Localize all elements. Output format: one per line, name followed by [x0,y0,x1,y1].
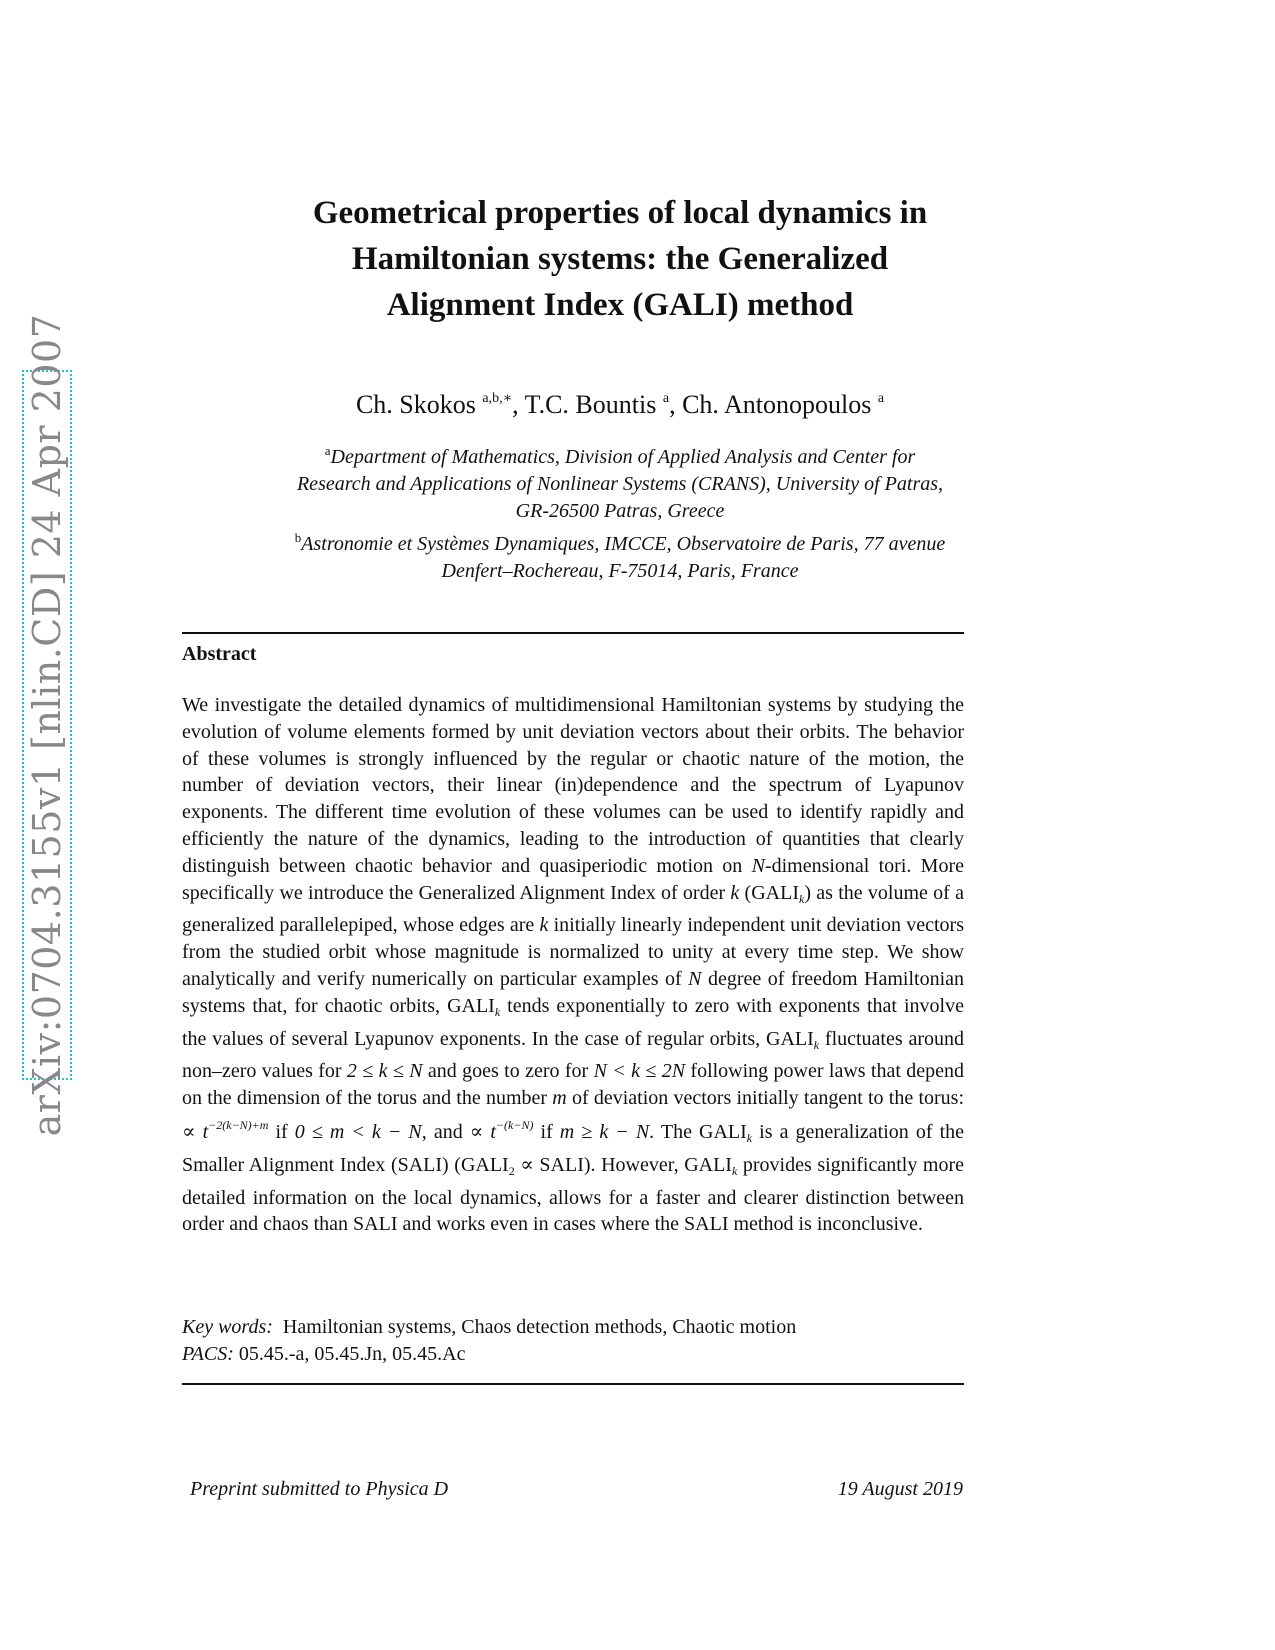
author-affiliation-marks: a [877,391,885,406]
paper-title [190,190,1050,328]
title-line: Hamiltonian systems: the Generalized [351,241,889,277]
affiliation-line: Astronomie et Systèmes Dynamiques, IMCCE, Observatoire de Paris, 77 avenue [301,533,946,555]
pacs-label: PACS: [182,1343,234,1365]
affiliation-line: GR-26500 Patras, Greece [515,500,725,522]
affiliation-b [185,524,1055,585]
author-list: Ch. Skokos $^{a,b,∗}$, T.C. Bountis $^a$, Ch. Antonopoulos $^a$ [355,390,885,419]
affiliation-a [185,437,1055,525]
author-affiliation-marks: a [662,391,670,406]
keywords-label: Key words: [182,1316,273,1338]
arxiv-stamp [22,313,72,1137]
author-name: T.C. Bountis [524,390,657,419]
preprint-note: Preprint submitted to Physica D [190,1478,449,1500]
author-name: Ch. Skokos [355,390,476,419]
title-line: Alignment Index (GALI) method [386,287,854,323]
affiliation-mark: b [294,530,302,545]
abstract-heading: Abstract [182,643,257,665]
affiliation-mark: a [324,443,331,458]
affiliation-line: Research and Applications of Nonlinear Systems (CRANS), University of Patras, [296,473,944,495]
preprint-date: 19 August 2019 [837,1478,963,1500]
title-line: Geometrical properties of local dynamics in [312,195,928,231]
abstract-top-rule [182,632,964,634]
keywords-value: Hamiltonian systems, Chaos detection methods, Chaotic motion [282,1316,797,1338]
author-name: Ch. Antonopoulos [682,390,872,419]
author-affiliation-marks: a,b,∗ [482,391,513,406]
keywords-block [182,1314,964,1368]
arxiv-identifier: arXiv:0704.3155v1 [nlin.CD] 24 Apr 2007 [25,313,69,1137]
abstract-body: We investigate the detailed dynamics of multidimensional Hamiltonian systems by studying the evolution of volume elements formed by unit deviation vectors about their orbits. The behavior of these volumes is strongly influenced by the regular or chaotic nature of the motion, the number of deviation vectors, their linear (in)dependence and the spectrum of Lyapunov exponents. The different time evolution of these volumes can be used to identify rapidly and efficiently the nature of the dynamics, leading to the introduction of quantities that clearly distinguish between chaotic behavior and quasiperiodic motion on N-dimensional tori. More specifically we introduce the Generalized Alignment Index of order k $(GALI_k)$ as the volume of a generalized parallelepiped, whose edges are k initially linearly independent unit deviation vectors from the studied orbit whose magnitude is normalized to unity at every time step. We show analytically and verify numerically on particular examples of N degree of freedom Hamiltonian systems that, for chaotic orbits, $GALI_k$ tends exponentially to zero with exponents that involve the values of several Lyapunov exponents. In the case of regular orbits, $GALI_k$ fluctuates around non–zero values for 2 ≤ k ≤ N and goes to zero for N < k ≤ 2N following power laws that depend on the dimension of the torus and the number m of deviation vectors initially tangent to the torus: ∝ $t^{-2(k-N)+m}$ if 0 ≤ m < k − N, and ∝ $t^{-(k-N)}$ if m ≥ k − N. The $GALI_k$ is a generalization of the Smaller Alignment Index (SALI) ($GALI_2$ ∝ SALI). However, $GALI_k$ provides significantly more detailed information on the local dynamics, allows for a faster and clearer distinction between order and chaos than SALI and works even in cases where the SALI method is inconclusive. [182,694,965,1236]
pacs-value: 05.45.-a, 05.45.Jn, 05.45.Ac [238,1343,466,1365]
affiliation-line: Denfert–Rochereau, F-75014, Paris, France [441,560,799,582]
affiliation-line: Department of Mathematics, Division of Applied Analysis and Center for [330,446,916,468]
abstract-bottom-rule [182,1383,964,1385]
